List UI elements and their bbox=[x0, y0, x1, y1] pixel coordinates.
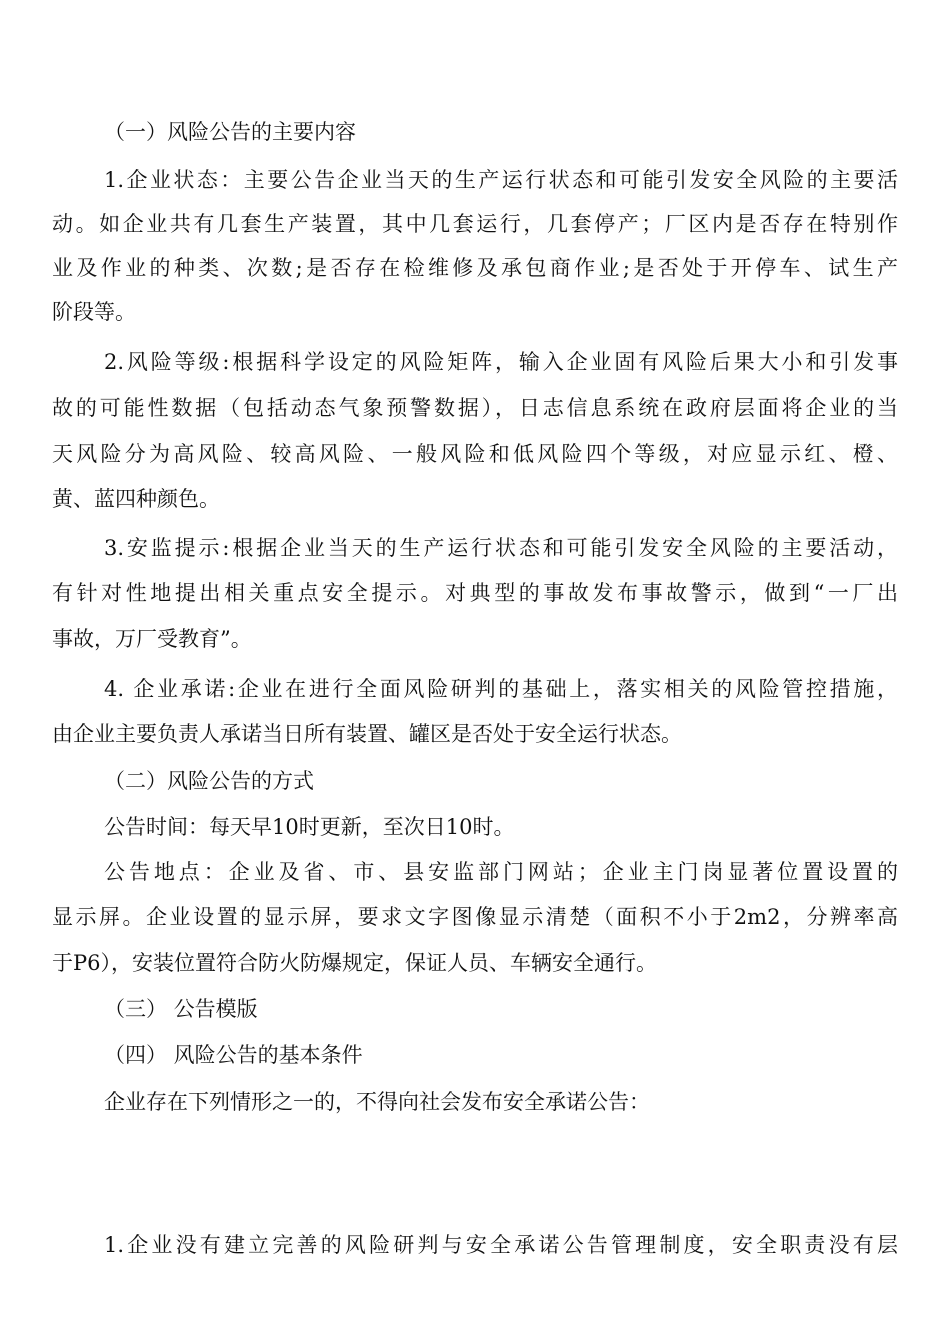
condition1-line1: 1.企业没有建立完善的风险研判与安全承诺公告管理制度，安全职责没有层 bbox=[104, 1233, 898, 1257]
announce-place-line2: 显示屏。企业设置的显示屏，要求文字图像显示清楚（面积不小于2m2，分辨率高 bbox=[52, 905, 898, 929]
item4-line1: 4. 企业承诺:企业在进行全面风险研判的基础上，落实相关的风险管控措施， bbox=[104, 677, 898, 701]
item3-line3: 事故，万厂受教育”。 bbox=[52, 627, 252, 651]
item4-line2: 由企业主要负责人承诺当日所有装置、罐区是否处于安全运行状态。 bbox=[52, 722, 682, 746]
announce-place-line3: 于P6），安装位置符合防火防爆规定，保证人员、车辆安全通行。 bbox=[52, 951, 657, 975]
item2-line3: 天风险分为高风险、较高风险、一般风险和低风险四个等级，对应显示红、橙、 bbox=[52, 442, 898, 466]
section1-heading: （一）风险公告的主要内容 bbox=[104, 120, 356, 144]
item2-line2: 故的可能性数据（包括动态气象预警数据），日志信息系统在政府层面将企业的当 bbox=[52, 396, 898, 420]
item2-line1: 2.风险等级:根据科学设定的风险矩阵，输入企业固有风险后果大小和引发事 bbox=[104, 350, 898, 374]
section3-heading: （三） 公告模版 bbox=[104, 997, 258, 1021]
item3-line2: 有针对性地提出相关重点安全提示。对典型的事故发布事故警示，做到“一厂出 bbox=[52, 581, 898, 605]
condition-intro: 企业存在下列情形之一的，不得向社会发布安全承诺公告： bbox=[104, 1090, 650, 1114]
announce-place-line1: 公告地点：企业及省、市、县安监部门网站；企业主门岗显著位置设置的 bbox=[104, 860, 898, 884]
item1-line1: 1.企业状态：主要公告企业当天的生产运行状态和可能引发安全风险的主要活 bbox=[104, 168, 898, 192]
announce-time: 公告时间：每天早10时更新，至次日10时。 bbox=[104, 815, 515, 839]
section4-heading: （四） 风险公告的基本条件 bbox=[104, 1043, 363, 1067]
item1-line2: 动。如企业共有几套生产装置，其中几套运行，几套停产；厂区内是否存在特别作 bbox=[52, 212, 898, 236]
item2-line4: 黄、蓝四种颜色。 bbox=[52, 487, 220, 511]
item1-line4: 阶段等。 bbox=[52, 300, 136, 324]
item1-line3: 业及作业的种类、次数;是否存在检维修及承包商作业;是否处于开停车、试生产 bbox=[52, 256, 898, 280]
section2-heading: （二）风险公告的方式 bbox=[104, 769, 314, 793]
item3-line1: 3.安监提示:根据企业当天的生产运行状态和可能引发安全风险的主要活动， bbox=[104, 536, 898, 560]
